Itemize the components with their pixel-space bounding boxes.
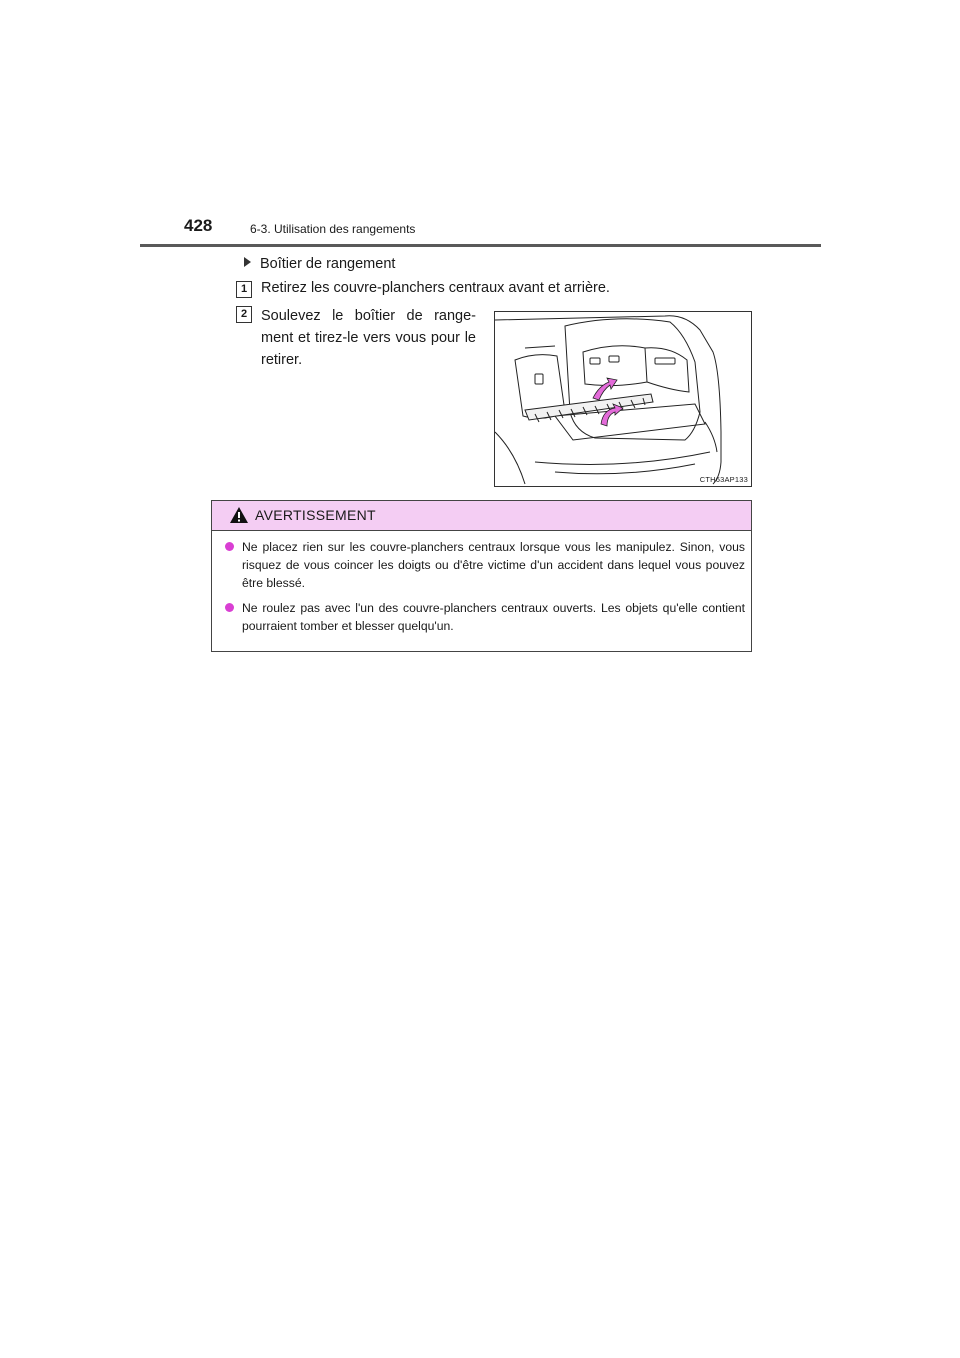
subsection-heading-text: Boîtier de rangement <box>260 256 396 272</box>
warning-title: AVERTISSEMENT <box>255 507 376 523</box>
warning-item-2-text: Ne roulez pas avec l'un des couvre-planchers centraux ouverts. Les objets qu'elle contient pourraient tomber et blesser quelqu'un. <box>242 601 745 633</box>
cargo-illustration <box>494 311 752 487</box>
warning-triangle-icon <box>229 506 249 524</box>
subsection-heading <box>244 256 395 272</box>
warning-item-1 <box>242 538 745 592</box>
step-2-badge: 2 <box>236 306 252 323</box>
page-number: 428 <box>184 216 213 235</box>
warning-item-1-text: Ne placez rien sur les couvre-planchers centraux lorsque vous les manipulez. Sinon, vous risquez de vous coincer les doigts ou d'être victime d'un accident dans lequel vous pouvez être blessé. <box>242 540 745 590</box>
warning-header <box>212 501 751 531</box>
step-1-badge: 1 <box>236 281 252 298</box>
header-divider <box>140 244 821 247</box>
step-2-text: Soulevez le boîtier de range-ment et tirez-le vers vous pour le retirer. <box>261 308 476 368</box>
warning-box <box>211 500 752 652</box>
warning-item-2 <box>242 599 745 635</box>
triangle-bullet-icon <box>244 257 251 267</box>
figure-code: CTH63AP133 <box>699 475 748 484</box>
bullet-icon <box>225 542 234 551</box>
section-title: 6-3. Utilisation des rangements <box>250 222 416 236</box>
bullet-icon <box>225 603 234 612</box>
step-1-text: Retirez les couvre-planchers centraux avant et arrière. <box>261 280 610 296</box>
